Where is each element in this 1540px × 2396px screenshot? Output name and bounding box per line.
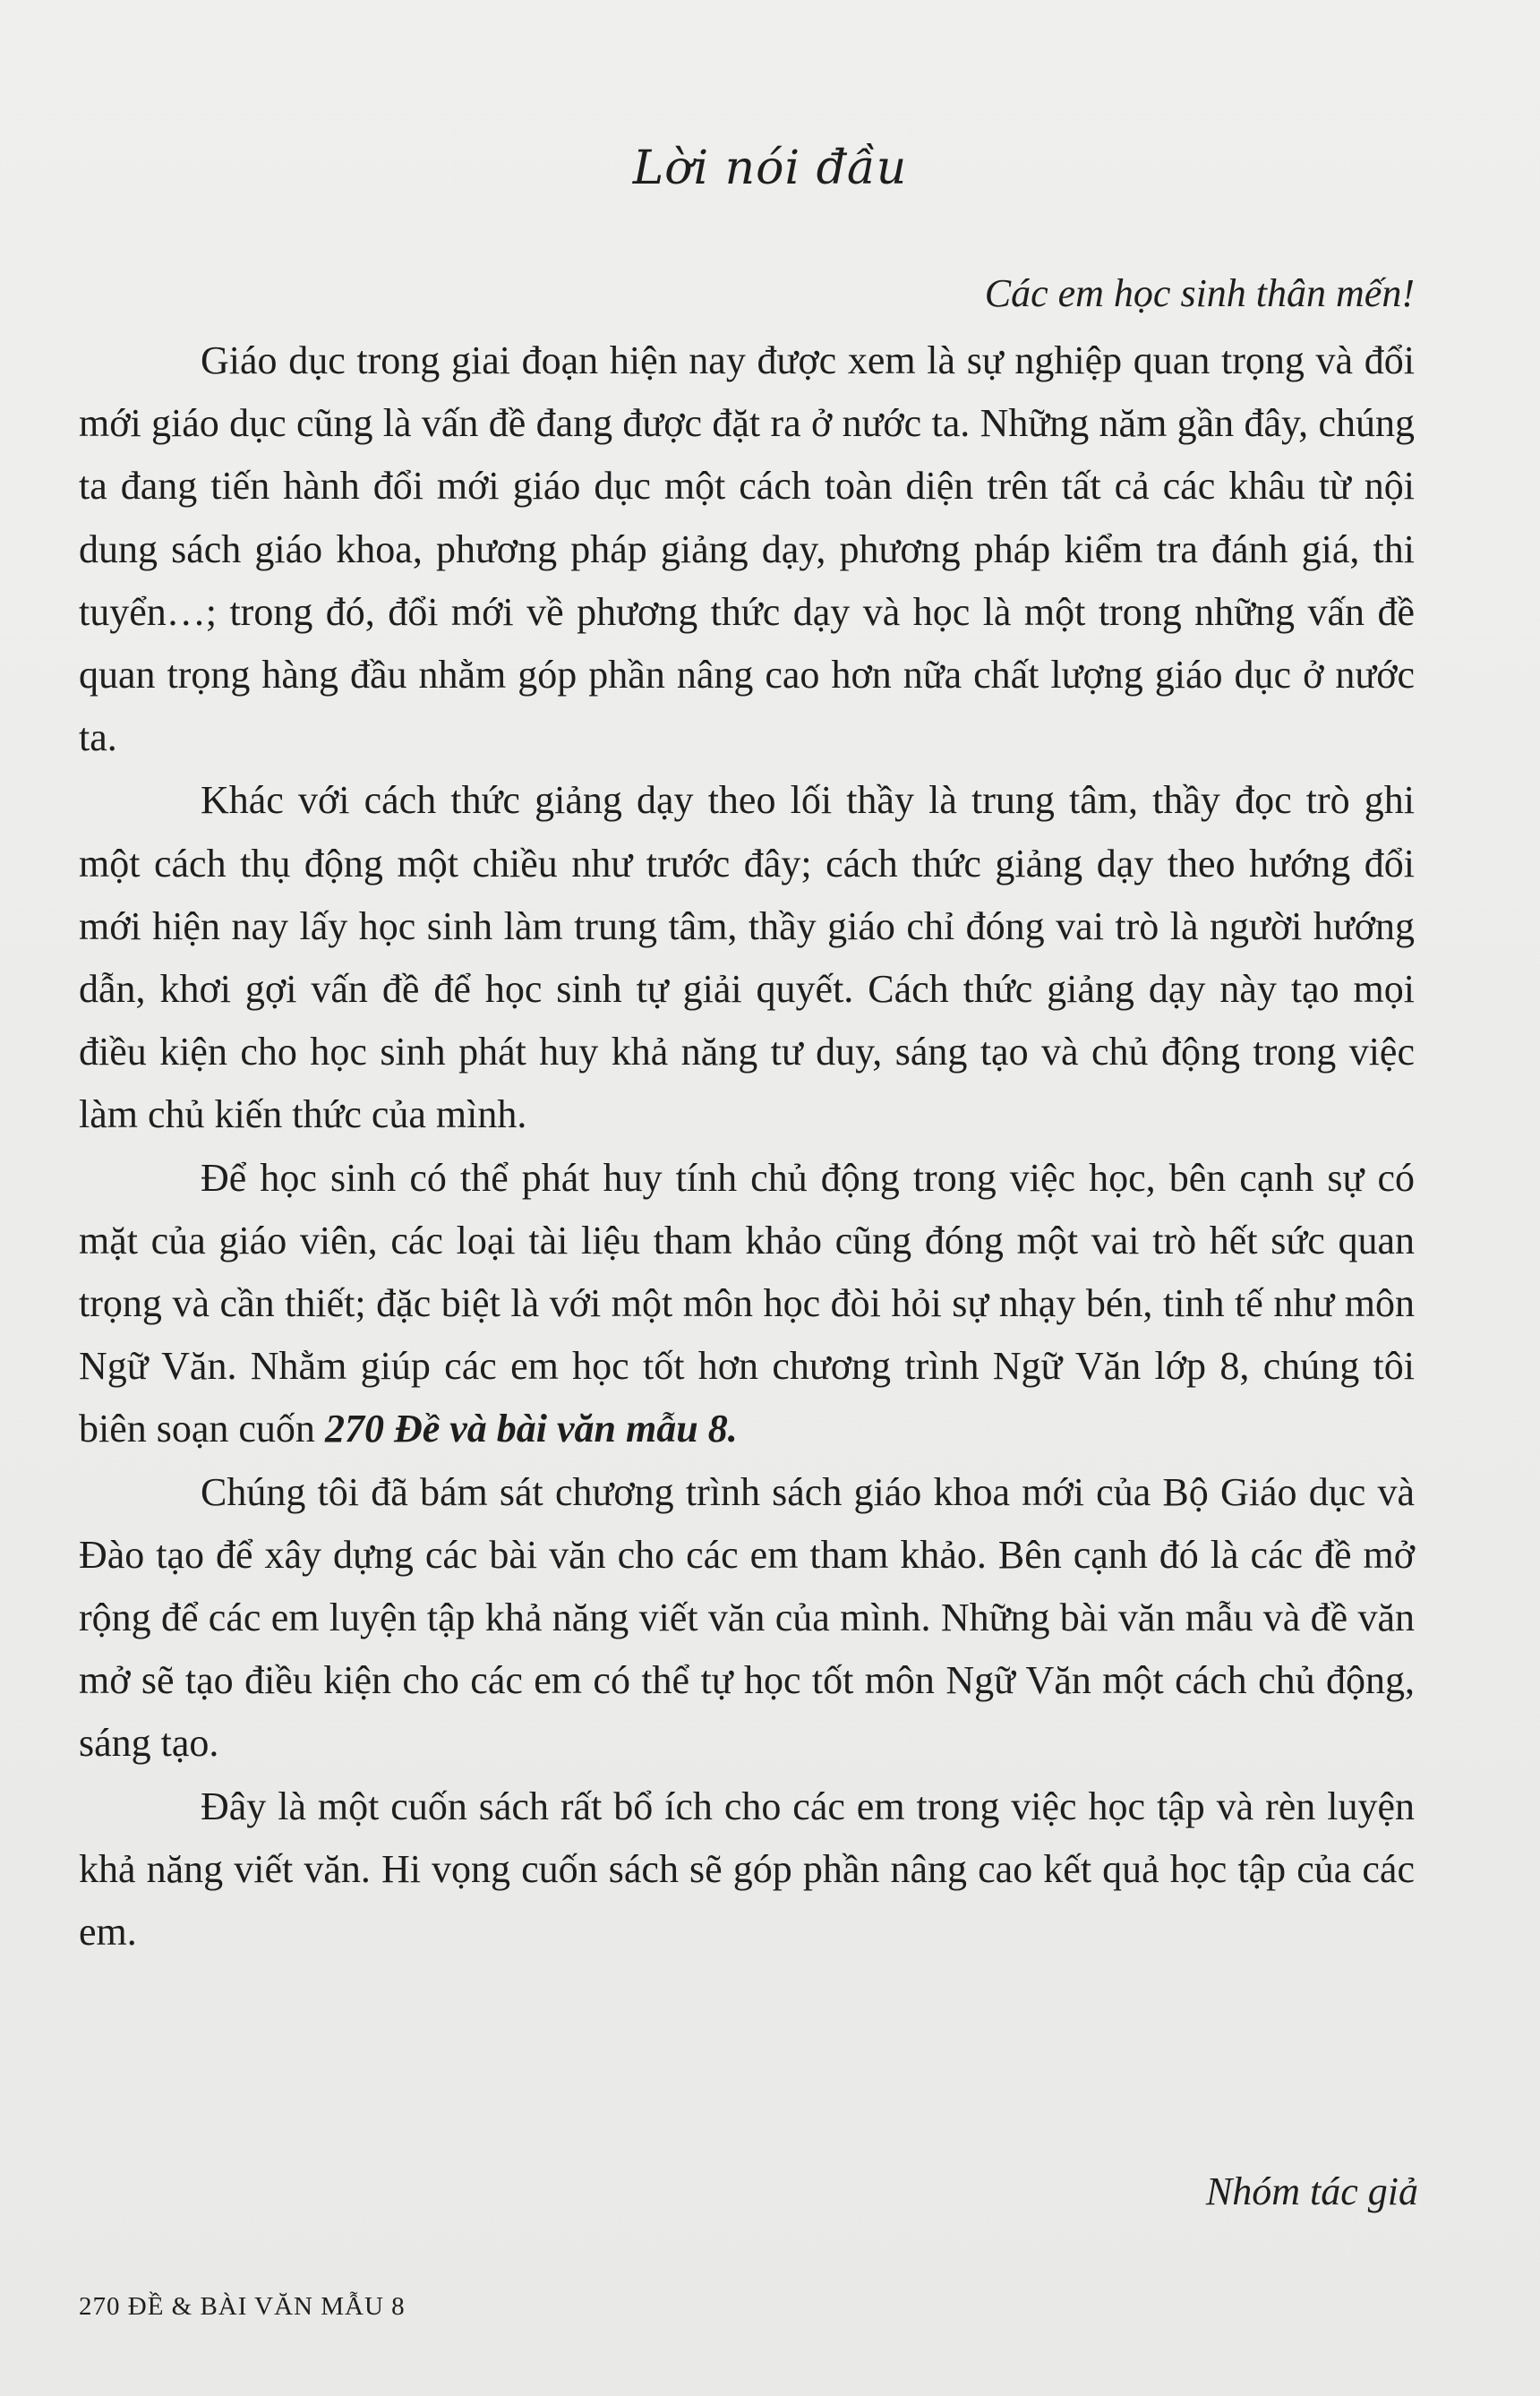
- paragraph-5: Đây là một cuốn sách rất bổ ích cho các em trong việc học tập và rèn luyện khả năng viết văn. Hi vọng cuốn sách sẽ góp phần nâng cao kết quả học tập của các em.: [79, 1784, 1415, 1955]
- page-footer: 270 ĐỀ & BÀI VĂN MẪU 8: [79, 2292, 406, 2321]
- paragraph-3: [79, 1147, 1415, 1461]
- preface-body: [79, 329, 1415, 1964]
- book-title: 270 Đề và bài văn mẫu 8.: [324, 1407, 738, 1451]
- paragraph-1: Giáo dục trong giai đoạn hiện nay được xem là sự nghiệp quan trọng và đổi mới giáo dục cũng là vấn đề đang được đặt ra ở nước ta. Những năm gần đây, chúng ta đang tiến hành đổi mới giáo dục một cách toàn diện trên tất cả các khâu từ nội dung sách giáo khoa, phương pháp giảng dạy, phương pháp kiểm tra đánh giá, thi tuyển…; trong đó, đổi mới về phương thức dạy và học là một trong những vấn đề quan trọng hàng đầu nhằm góp phần nâng cao hơn nữa chất lượng giáo dục ở nước ta.: [79, 338, 1415, 760]
- greeting: Các em học sinh thân mến!: [984, 271, 1415, 315]
- page-title: Lời nói đầu: [632, 141, 908, 195]
- signature: Nhóm tác giả: [1205, 2169, 1418, 2213]
- paragraph-4: Chúng tôi đã bám sát chương trình sách giáo khoa mới của Bộ Giáo dục và Đào tạo để xây dựng các bài văn cho các em tham khảo. Bên cạnh đó là các đề mở rộng để các em luyện tập khả năng viết văn của mình. Những bài văn mẫu và đề văn mở sẽ tạo điều kiện cho các em có thể tự học tốt môn Ngữ Văn một cách chủ động, sáng tạo.: [79, 1469, 1415, 1766]
- paragraph-3-text: Để học sinh có thể phát huy tính chủ động trong việc học, bên cạnh sự có mặt của giáo viên, các loại tài liệu tham khảo cũng đóng một vai trò hết sức quan trọng và cần thiết; đặc biệt là với một môn học đòi hỏi sự nhạy bén, tinh tế như môn Ngữ Văn. Nhằm giúp các em học tốt hơn chương trình Ngữ Văn lớp 8, chúng tôi biên soạn cuốn: [79, 1155, 1415, 1451]
- paragraph-2: Khác với cách thức giảng dạy theo lối thầy là trung tâm, thầy đọc trò ghi một cách thụ động một chiều như trước đây; cách thức giảng dạy theo hướng đổi mới hiện nay lấy học sinh làm trung tâm, thầy giáo chỉ đóng vai trò là người hướng dẫn, khơi gợi vấn đề để học sinh tự giải quyết. Cách thức giảng dạy này tạo mọi điều kiện cho học sinh phát huy khả năng tư duy, sáng tạo và chủ động trong việc làm chủ kiến thức của mình.: [79, 778, 1415, 1137]
